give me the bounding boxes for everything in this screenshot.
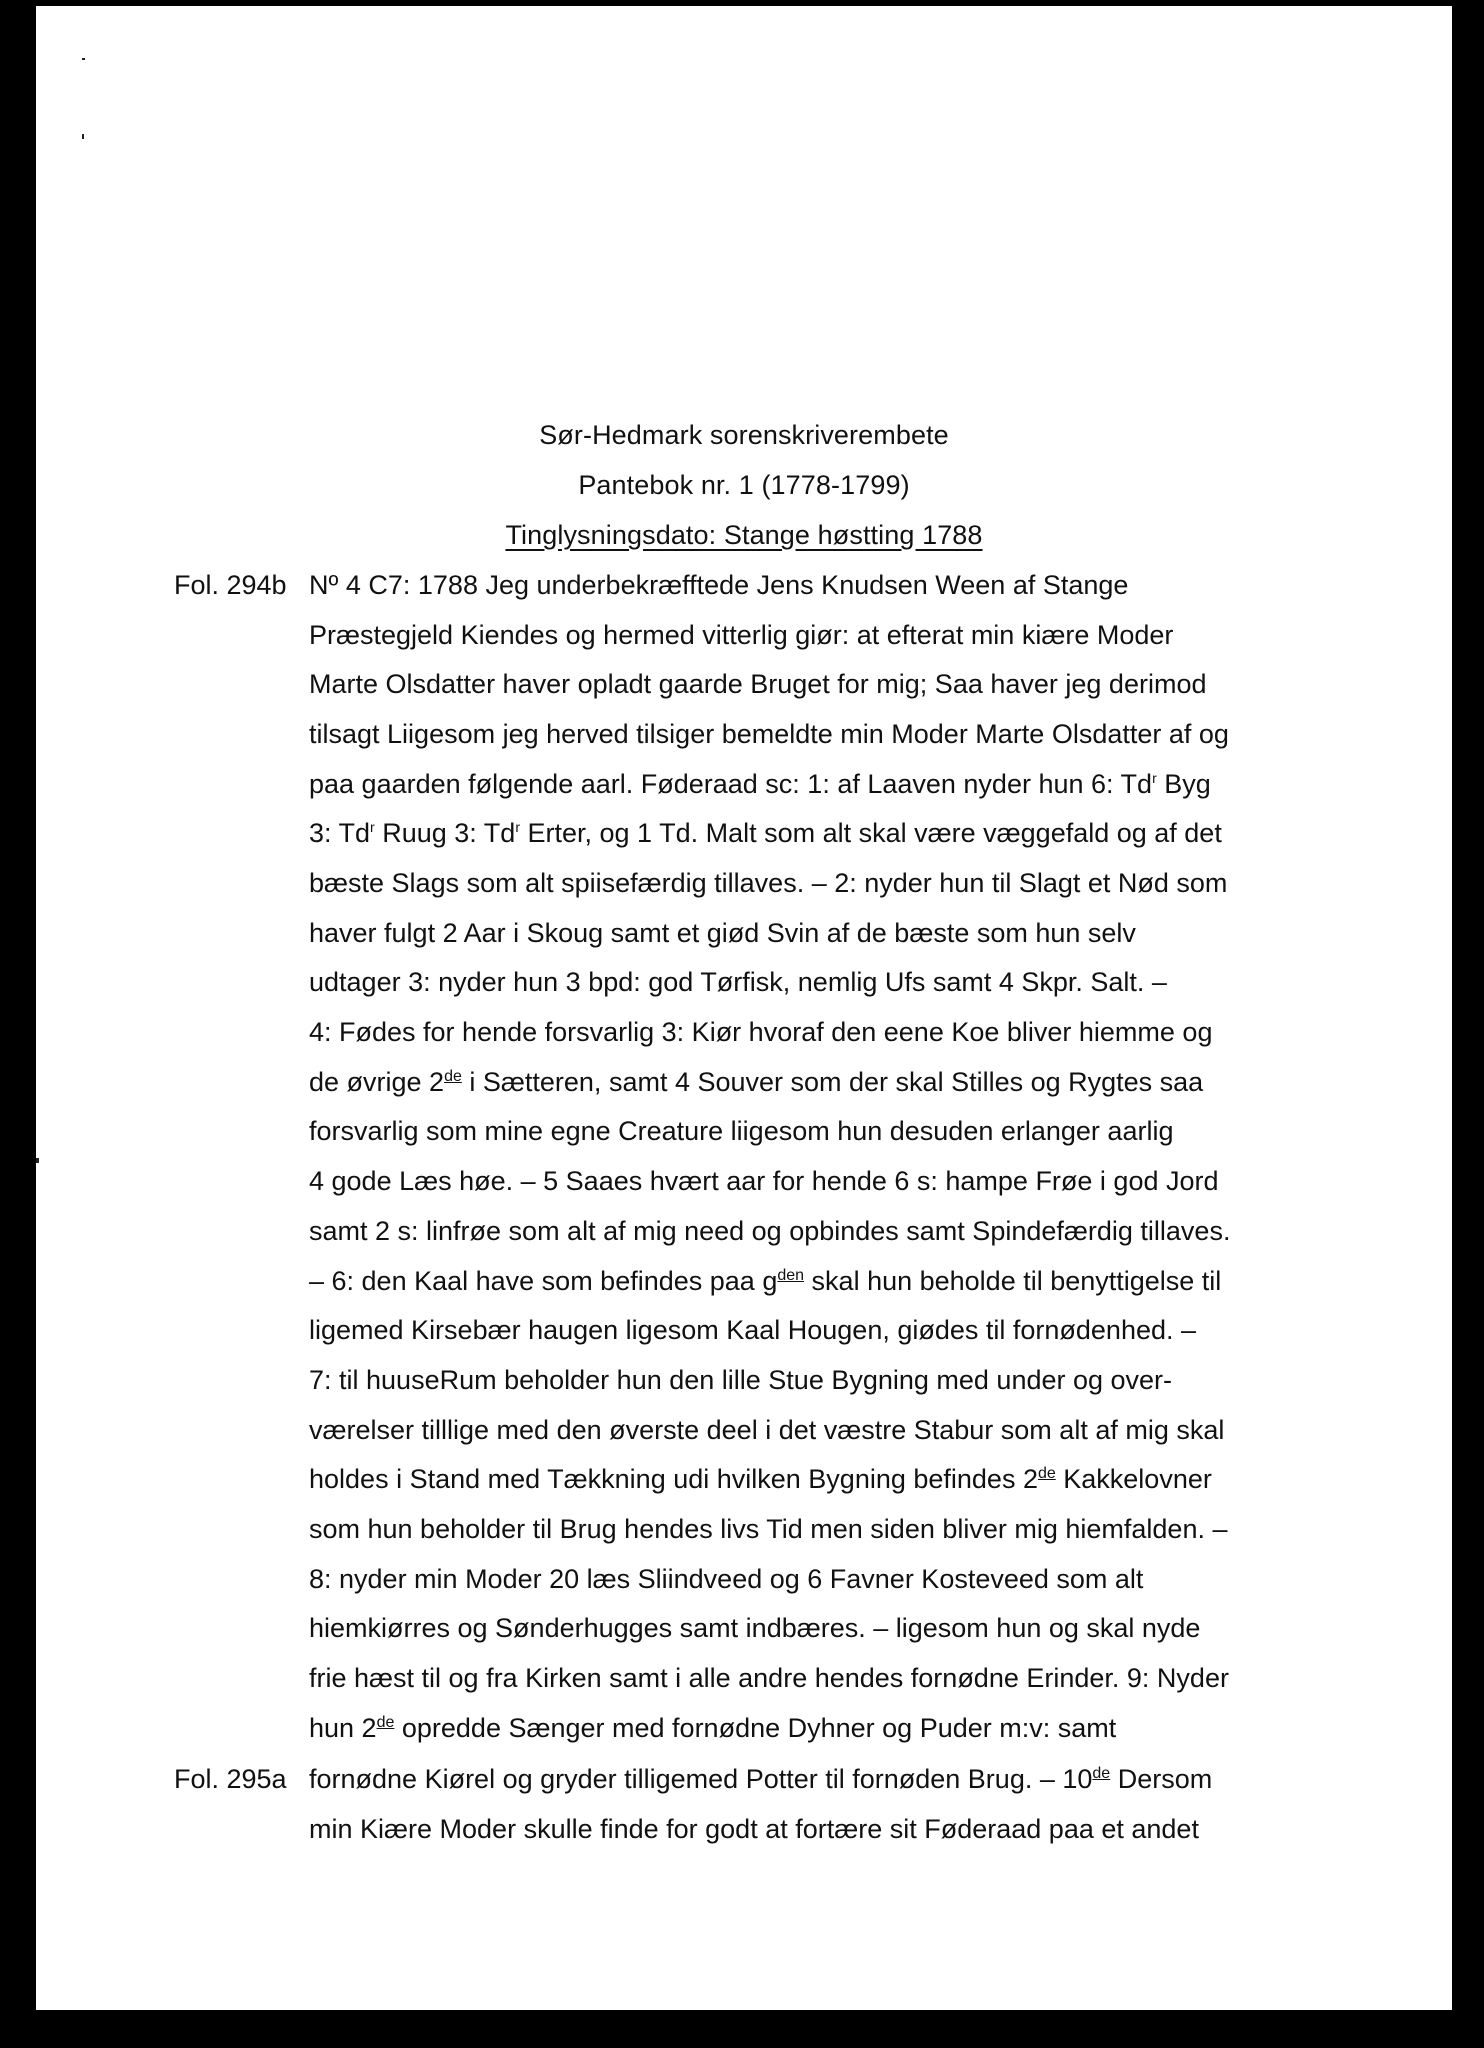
folio-label: Fol. 294b: [174, 570, 287, 600]
text-line: som hun beholder til Brug hendes livs Tid men siden bliver mig hiemfalden. –: [309, 1514, 1228, 1544]
book-title: Pantebok nr. 1 (1778-1799): [578, 470, 910, 500]
text-line: [309, 818, 1222, 849]
text-line: [309, 1266, 1221, 1297]
superscript: de: [1037, 1465, 1056, 1482]
text-line: Præstegjeld Kiendes og hermed vitterlig giør: at efterat min kiære Moder: [309, 620, 1174, 650]
superscript: r: [370, 819, 375, 835]
text-line: frie hæst til og fra Kirken samt i alle andre hendes fornødne Erinder. 9: Nyder: [309, 1663, 1229, 1693]
superscript: r: [1152, 770, 1157, 786]
scan-speck: [36, 1158, 39, 1163]
text-line: min Kiære Moder skulle finde for godt at fortære sit Føderaad paa et andet: [309, 1814, 1199, 1844]
text-run: de øvrige 2: [309, 1067, 445, 1097]
text-line: samt 2 s: linfrøe som alt af mig need og opbindes samt Spindefærdig tillaves.: [309, 1216, 1231, 1246]
text-run: Erter, og 1 Td. Malt som alt skal være væggefald og af det: [519, 818, 1222, 848]
text-line: ligemed Kirsebær haugen ligesom Kaal Hougen, giødes til fornødenhed. –: [309, 1315, 1197, 1345]
text-line: [309, 1764, 1212, 1795]
text-line: 8: nyder min Moder 20 læs Sliindveed og 6 Favner Kosteveed som alt: [309, 1564, 1144, 1594]
text-run: Ruug 3: Td: [374, 818, 516, 848]
text-run: Dersom: [1110, 1764, 1213, 1794]
superscript: den: [777, 1267, 805, 1284]
text-line: 7: til huuseRum beholder hun den lille Stue Bygning med under og over-: [309, 1365, 1173, 1395]
scan-speck: [82, 134, 84, 139]
text-line: Nº 4 C7: 1788 Jeg underbekræfftede Jens Knudsen Ween af Stange: [309, 570, 1129, 600]
document-page: [36, 6, 1452, 2010]
text-line: [309, 1713, 1116, 1744]
text-run: Kakkelovner: [1055, 1464, 1212, 1494]
text-run: i Sætteren, samt 4 Souver som der skal Stilles og Rygtes saa: [461, 1067, 1204, 1097]
text-line: [309, 769, 1211, 800]
text-line: 4 gode Læs høe. – 5 Saaes hvært aar for hende 6 s: hampe Frøe i god Jord: [309, 1166, 1219, 1196]
text-line: hiemkiørres og Sønderhugges samt indbæres. – ligesom hun og skal nyde: [309, 1613, 1201, 1643]
text-line: haver fulgt 2 Aar i Skoug samt et giød Svin af de bæste som hun selv: [309, 918, 1136, 948]
folio-label: Fol. 295a: [174, 1764, 287, 1794]
text-line: bæste Slags som alt spiisefærdig tillaves. – 2: nyder hun til Slagt et Nød som: [309, 868, 1228, 898]
text-run: skal hun beholde til benyttigelse til: [804, 1266, 1222, 1296]
text-run: hun 2: [309, 1713, 377, 1743]
superscript: de: [376, 1714, 395, 1731]
text-line: værelser tilllige med den øverste deel i det væstre Stabur som alt af mig skal: [309, 1415, 1225, 1445]
text-line: [309, 1067, 1203, 1098]
registration-date: Tinglysningsdato: Stange høstting 1788: [505, 520, 983, 550]
text-run: 3: Td: [309, 818, 371, 848]
text-line: 4: Fødes for hende forsvarlig 3: Kiør hvoraf den eene Koe bliver hiemme og: [309, 1017, 1213, 1047]
text-run: paa gaarden følgende aarl. Føderaad sc: 1: af Laaven nyder hun 6: Td: [309, 769, 1153, 799]
text-run: fornødne Kiørel og gryder tilligemed Potter til fornøden Brug. – 10: [309, 1764, 1093, 1794]
text-line: Marte Olsdatter haver opladt gaarde Bruget for mig; Saa haver jeg derimod: [309, 669, 1207, 699]
text-line: [309, 1464, 1212, 1495]
office-title: Sør-Hedmark sorenskriverembete: [539, 420, 949, 450]
text-run: holdes i Stand med Tækkning udi hvilken Bygning befindes 2: [309, 1464, 1038, 1494]
text-run: Byg: [1156, 769, 1211, 799]
superscript: r: [515, 819, 520, 835]
text-line: tilsagt Liigesom jeg herved tilsiger bemeldte min Moder Marte Olsdatter af og: [309, 719, 1229, 749]
text-run: – 6: den Kaal have som befindes paa g: [309, 1266, 778, 1296]
scan-speck: [82, 58, 85, 60]
superscript: de: [1092, 1765, 1111, 1782]
superscript: de: [444, 1068, 462, 1085]
text-run: opredde Sænger med fornødne Dyhner og Puder m:v: samt: [394, 1713, 1117, 1743]
text-line: udtager 3: nyder hun 3 bpd: god Tørfisk, nemlig Ufs samt 4 Skpr. Salt. –: [309, 967, 1167, 997]
text-line: forsvarlig som mine egne Creature liigesom hun desuden erlanger aarlig: [309, 1116, 1174, 1146]
